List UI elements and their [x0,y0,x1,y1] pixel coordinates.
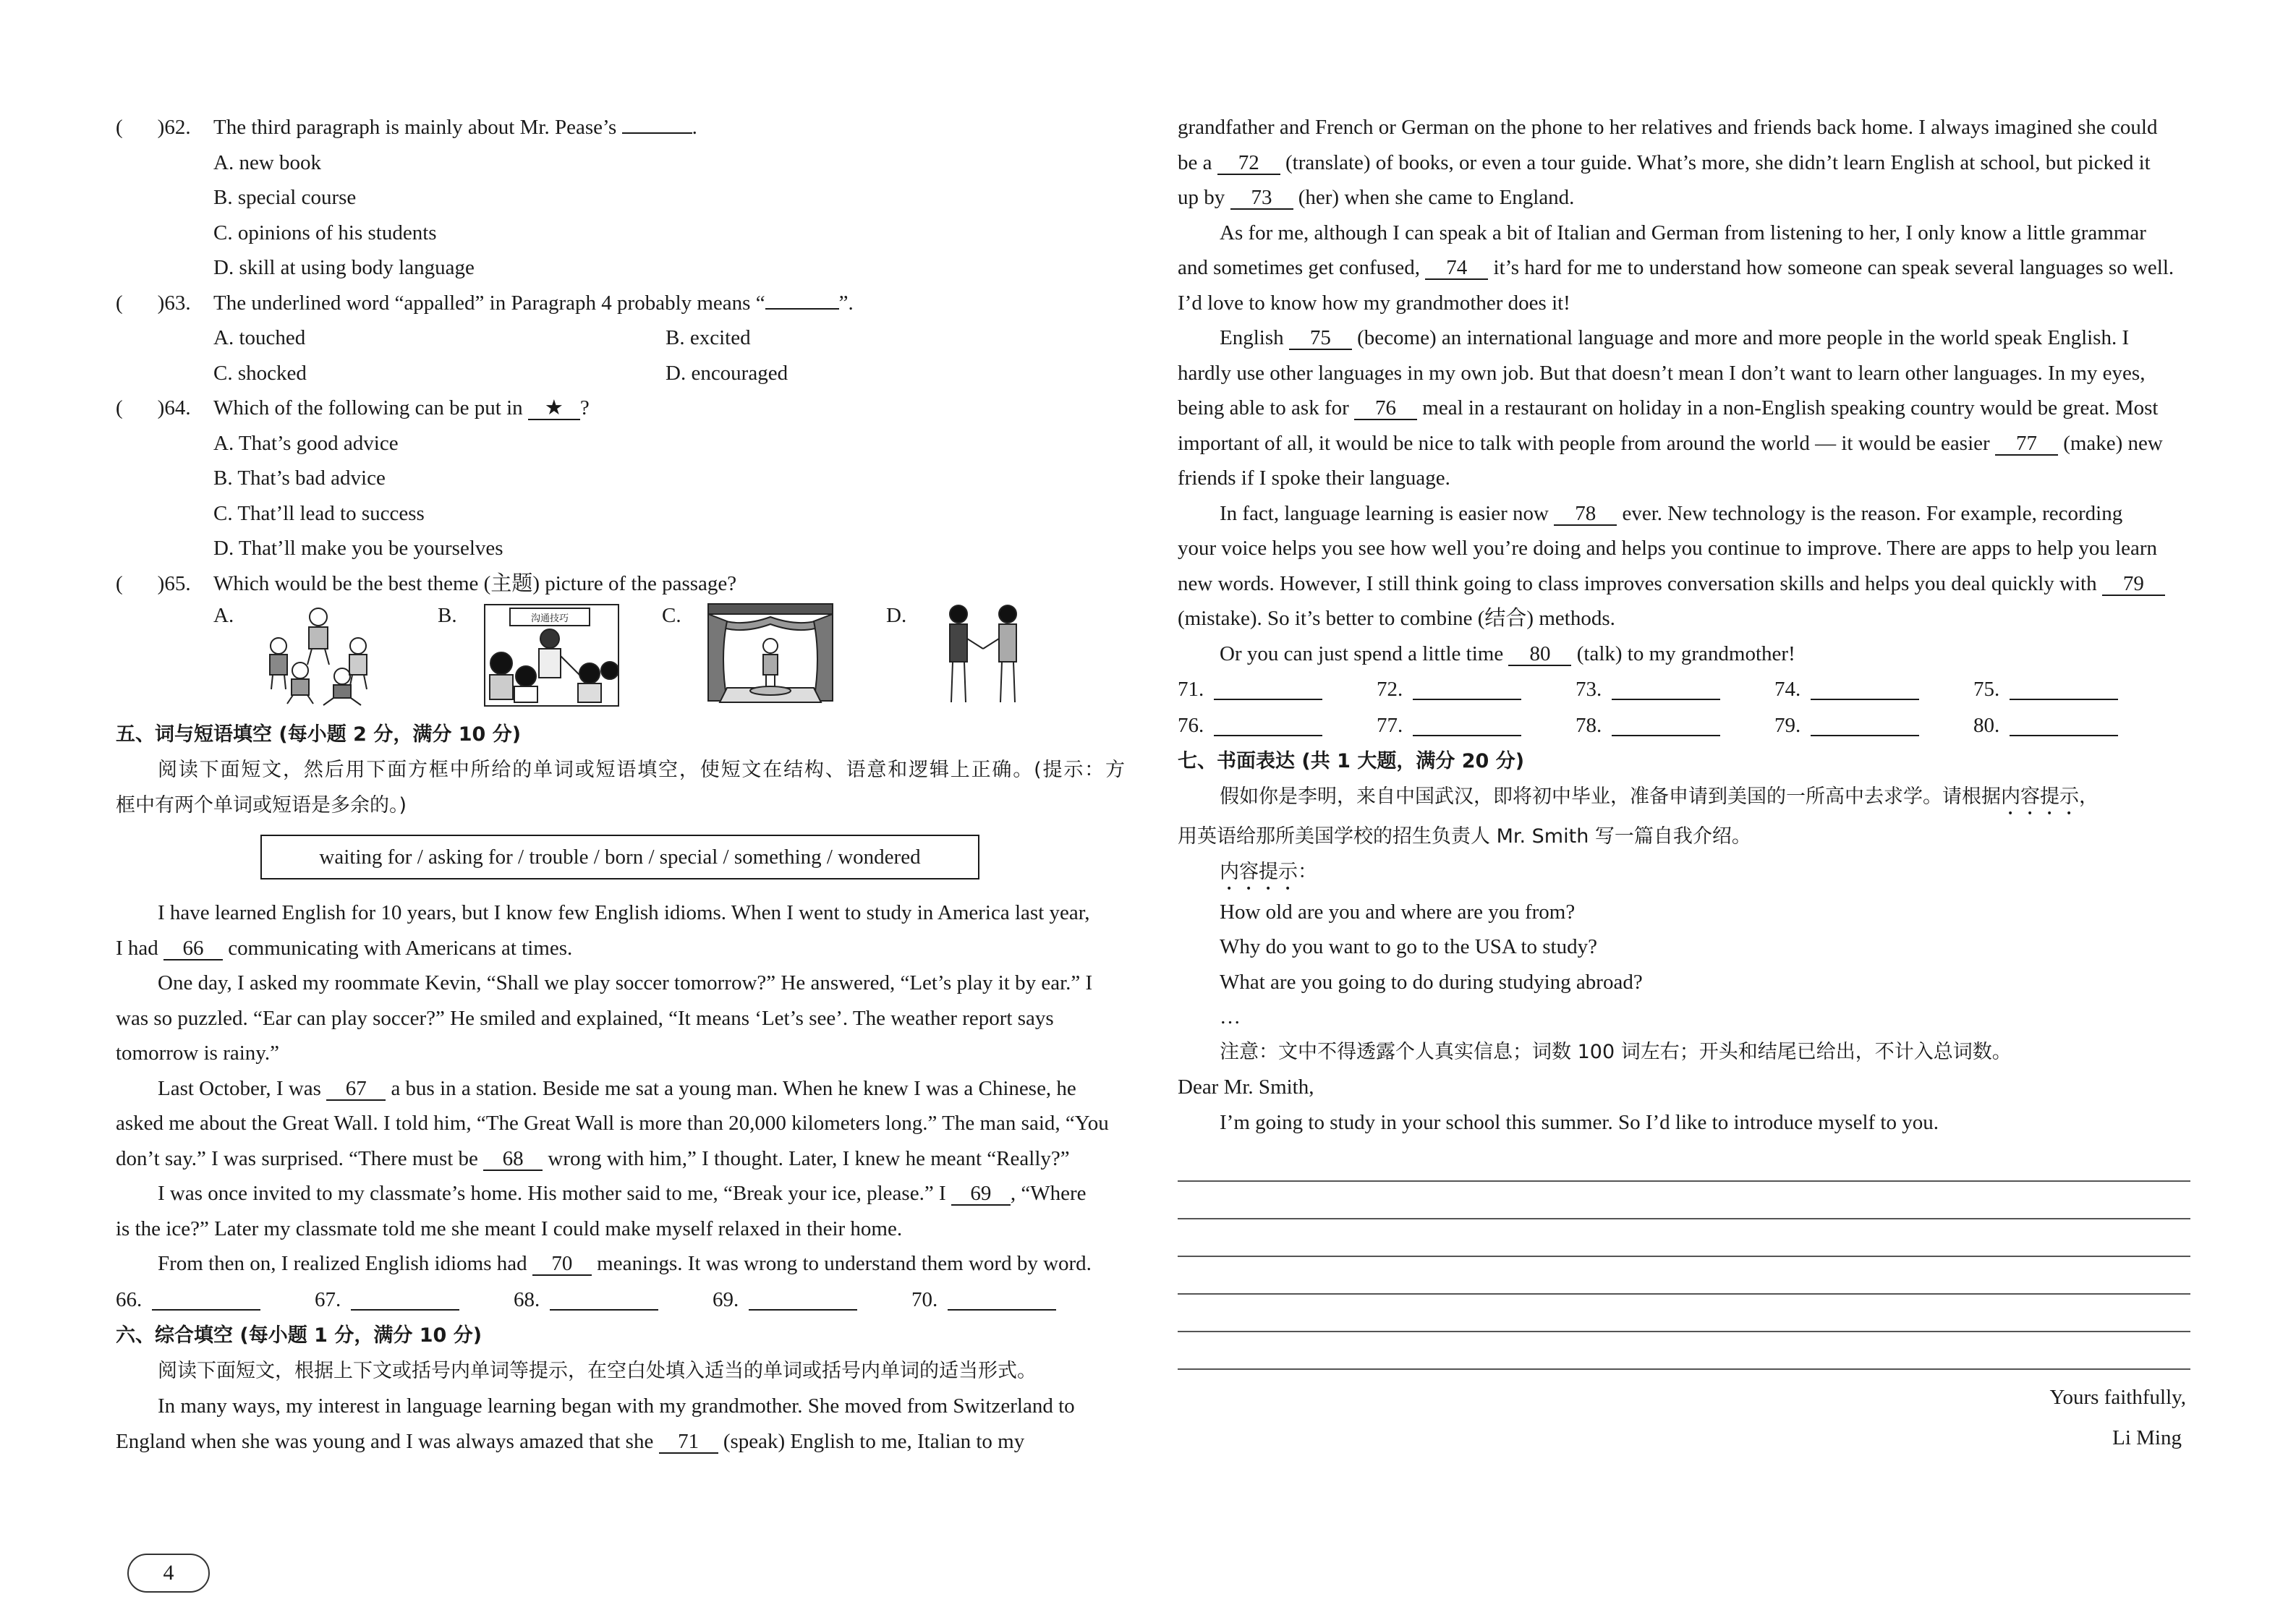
section-5-instruction: 框中有两个单词或短语是多余的。) [116,793,407,817]
blank-79[interactable]: 79 [2102,573,2165,596]
question-62: ( )62. The third paragraph is mainly about Mr. Pease’s . [116,116,697,139]
passage-line: friends if I spoke their language. [1178,467,1450,490]
word-box: waiting for / asking for / trouble / born / special / something / wondered [260,835,979,879]
q65-stem: Which would be the best theme (主题) picture of the passage? [213,571,737,595]
right-column [1178,110,2190,1458]
answer-slot[interactable]: 75. [1973,671,2172,707]
blank-73[interactable]: 73 [1230,187,1293,210]
passage-line: England when she was young and I was always amazed that she 71 (speak) English to me, Italian to my [116,1429,1025,1453]
passage-line: be a 72 (translate) of books, or even a tour guide. What’s more, she didn’t learn English at school, but picked it [1178,150,2151,174]
q64-option[interactable]: C. That’ll lead to success [213,501,425,525]
passage-line: grandfather and French or German on the phone to her relatives and friends back home. I always imagined she could [1178,116,2158,139]
blank-70[interactable]: 70 [532,1253,592,1276]
q62-option[interactable]: C. opinions of his students [213,221,437,244]
q65-option-b[interactable]: B. 沟通技巧 [438,601,662,717]
answer-slot[interactable]: 68. [514,1282,713,1318]
section-6-instruction: 阅读下面短文，根据上下文或括号内单词等提示，在空白处填入适当的单词或括号内单词的适当形式。 [158,1359,1037,1382]
blank-69[interactable]: 69 [951,1183,1011,1206]
section-5-instruction: 阅读下面短文，然后用下面方框中所给的单词或短语填空，使短文在结构、语意和逻辑上正确。(提示：方 [158,759,1125,781]
blank-75[interactable]: 75 [1289,327,1352,350]
writing-line[interactable] [1178,1295,2190,1332]
board-text: 沟通技巧 [530,613,569,624]
q65-pictures [116,601,1125,717]
answer-slot[interactable]: 73. [1576,671,1774,707]
answer-slot[interactable]: 69. [713,1282,911,1318]
classroom-picture [481,601,626,710]
passage-line: tomorrow is rainy.” [116,1041,280,1065]
letter-opening: I’m going to study in your school this summer. So I’d like to introduce myself to you. [1220,1110,1939,1134]
section-7-prompt: 假如你是李明，来自中国武汉，即将初中毕业，准备申请到美国的一所高中去求学。请根据内容提示， [1220,785,2099,808]
q64-option[interactable]: D. That’ll make you be yourselves [213,537,503,560]
hint-item: Why do you want to go to the USA to study? [1220,935,1597,958]
q63-option[interactable]: D. encouraged [666,361,788,385]
passage-line: is the ice?” Later my classmate told me she meant I could make myself relaxed in their home. [116,1217,903,1240]
q65-option-d[interactable]: D. [886,601,1110,717]
q63-option[interactable]: A. touched [213,326,306,349]
blank-78[interactable]: 78 [1554,503,1617,526]
answer-slot[interactable]: 66. [116,1282,315,1318]
answer-row-76-80 [1178,707,2190,744]
answer-slot[interactable]: 67. [315,1282,514,1318]
writing-area[interactable] [1178,1144,2190,1370]
q63-option[interactable]: B. excited [666,326,751,349]
question-63: ( )63. The underlined word “appalled” in Paragraph 4 probably means “ ”. [116,291,854,315]
section-6-title: 六、综合填空 (每小题 1 分，满分 10 分) [116,1324,482,1347]
answer-slot[interactable]: 79. [1774,707,1973,744]
passage-line: One day, I asked my roommate Kevin, “Shall we play soccer tomorrow?” He answered, “Let’s play it by ear.” I [158,971,1093,994]
writing-line[interactable] [1178,1257,2190,1295]
writing-line[interactable] [1178,1219,2190,1257]
question-64: ( )64. Which of the following can be put in ★ ? [116,396,590,419]
handshake-picture [930,601,1038,710]
answer-slot[interactable]: 70. [911,1282,1110,1318]
q64-option[interactable]: B. That’s bad advice [213,467,386,490]
passage-line: new words. However, I still think going to class improves conversation skills and helps you deal quickly with 79 [1178,566,2190,602]
writing-line[interactable] [1178,1144,2190,1182]
emphasis-text: 内容提示 [2001,785,2079,808]
section-7-title: 七、书面表达 (共 1 大题，满分 20 分) [1178,750,1525,772]
answer-blank[interactable] [765,308,839,310]
passage-line: English 75 (become) an international language and more and more people in the world speak English. I [1220,326,2130,349]
answer-slot[interactable]: 77. [1377,707,1576,744]
passage-line: I have learned English for 10 years, but I know few English idioms. When I went to study in America last year, [158,901,1090,924]
blank-71[interactable]: 71 [659,1431,718,1454]
passage-line: was so puzzled. “Ear can play soccer?” He smiled and explained, “It means ‘Let’s see’. The weather report says [116,1006,1054,1030]
passage-line: important of all, it would be nice to talk with people from around the world — it would be easier 77 (make) new [1178,431,2163,455]
q62-option[interactable]: D. skill at using body language [213,256,475,279]
blank-77[interactable]: 77 [1995,433,2058,456]
answer-slot[interactable]: 72. [1377,671,1576,707]
blank-68[interactable]: 68 [483,1148,543,1171]
star-blank [528,397,580,420]
passage-line: In many ways, my interest in language learning began with my grandmother. She moved from Switzerland to [158,1394,1075,1418]
answer-slot[interactable]: 71. [1178,671,1377,707]
passage-line: I was once invited to my classmate’s home. His mother said to me, “Break your ice, please.” I 69 , “Where [158,1182,1087,1205]
blank-66[interactable]: 66 [163,937,223,960]
hint-title: 内容提示： [1220,860,1317,883]
q63-option[interactable]: C. shocked [213,361,307,385]
q64-option[interactable]: A. That’s good advice [213,431,399,455]
letter-greeting: Dear Mr. Smith, [1178,1075,1314,1099]
hint-item: What are you going to do during studying abroad? [1220,970,1643,994]
q65-option-c[interactable]: C. [662,601,886,717]
passage-line: don’t say.” I was surprised. “There must be 68 wrong with him,” I thought. Later, I knew he meant “Really?” [116,1146,1070,1170]
passage-line: hardly use other languages in my own job. But that doesn’t mean I don’t want to learn other languages. In my eyes, [1178,361,2146,385]
q63-options-row [116,356,1125,391]
answer-slot[interactable]: 74. [1774,671,1973,707]
blank-76[interactable]: 76 [1354,397,1417,420]
blank-67[interactable]: 67 [326,1078,386,1101]
question-65: ( )65. Which would be the best theme (主题) picture of the passage? [116,571,737,595]
passage-line: being able to ask for 76 meal in a restaurant on holiday in a non-English speaking country would be great. Most [1178,396,2159,419]
passage-line: (mistake). So it’s better to combine (结合) methods. [1178,607,1615,630]
children-group-picture [257,601,380,710]
letter-closing: Yours faithfully, [2049,1386,2186,1409]
answer-slot[interactable]: 76. [1178,707,1377,744]
passage-line: up by 73 (her) when she came to England. [1178,186,1575,209]
answer-row-66-70 [116,1282,1125,1318]
passage-line: In fact, language learning is easier now 78 ever. New technology is the reason. For example, recording [1220,501,2123,525]
passage-line: I had 66 communicating with Americans at times. [116,936,573,960]
blank-72[interactable]: 72 [1217,152,1280,175]
section-7-prompt: 用英语给那所美国学校的招生负责人 Mr. Smith 写一篇自我介绍。 [1178,825,1751,848]
q63-stem: The underlined word “appalled” in Paragraph 4 probably means “ [213,291,765,315]
q62-stem: The third paragraph is mainly about Mr. Pease’s [213,116,617,139]
passage-line: Last October, I was 67 a bus in a station. Beside me sat a young man. When he knew I was a Chinese, he [158,1076,1076,1100]
answer-blank[interactable] [622,132,692,134]
hint-item: … [1220,1005,1241,1028]
q62-option[interactable]: A. new book [213,150,322,174]
letter-signature: Li Ming [2112,1426,2182,1449]
q65-option-a[interactable]: A. [213,601,438,717]
hint-item: How old are you and where are you from? [1220,900,1576,924]
stage-picture [705,601,836,710]
section-5-title: 五、词与短语填空 (每小题 2 分，满分 10 分) [116,723,522,746]
left-column [116,110,1125,1459]
writing-line[interactable] [1178,1332,2190,1370]
passage-line: your voice helps you see how well you’re doing and helps you continue to improve. There are apps to help you learn [1178,537,2158,560]
q64-stem: Which of the following can be put in [213,396,523,419]
passage-line: From then on, I realized English idioms had 70 meanings. It was wrong to understand them word by word. [158,1252,1092,1275]
writing-line[interactable] [1178,1182,2190,1219]
q63-options-row [116,320,1125,356]
q62-option[interactable]: B. special course [213,186,357,209]
passage-line: I’d love to know how my grandmother does it! [1178,291,1570,315]
blank-74[interactable]: 74 [1425,257,1488,280]
passage-line: As for me, although I can speak a bit of Italian and German from listening to her, I only know a little grammar [1220,221,2146,244]
blank-80[interactable]: 80 [1508,643,1571,666]
star-icon: ★ [544,396,564,419]
passage-line: and sometimes get confused, 74 it’s hard for me to understand how someone can speak several languages so well. [1178,256,2174,279]
passage-line: Or you can just spend a little time 80 (talk) to my grandmother! [1220,642,1795,665]
answer-slot[interactable]: 78. [1576,707,1774,744]
answer-row-71-75 [1178,671,2190,707]
page-number: 4 [127,1554,210,1593]
writing-note: 注意：文中不得透露个人真实信息；词数 100 词左右；开头和结尾已给出，不计入总词数。 [1220,1040,2012,1063]
answer-slot[interactable]: 80. [1973,707,2172,744]
passage-line: asked me about the Great Wall. I told him, “The Great Wall is more than 20,000 kilometers long.” The man said, “You [116,1112,1109,1135]
